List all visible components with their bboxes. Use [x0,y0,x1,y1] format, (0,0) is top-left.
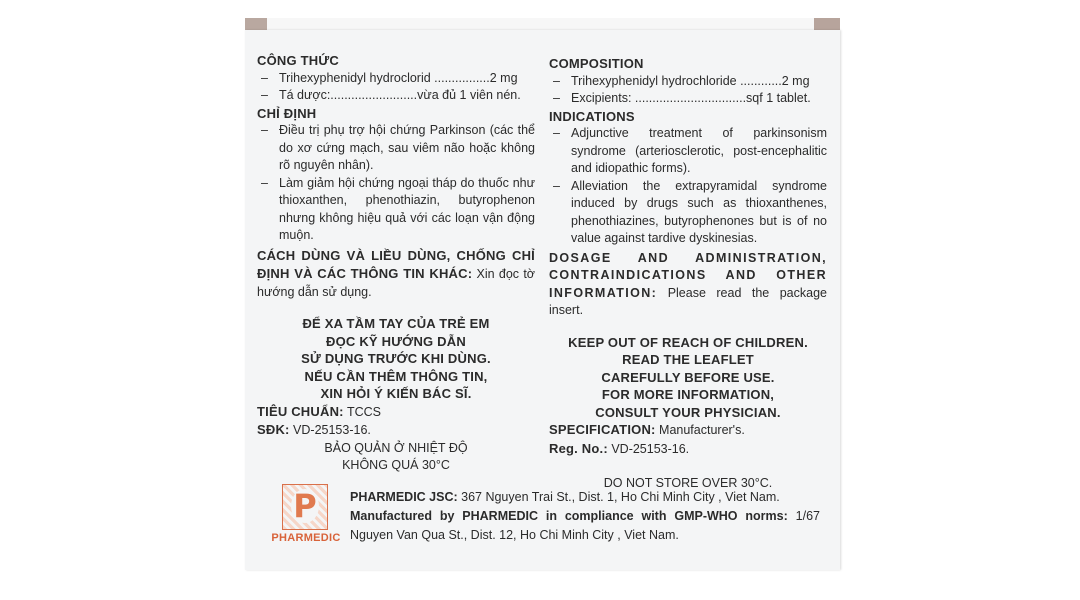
warning-line: KEEP OUT OF REACH OF CHILDREN. [568,334,808,350]
composition-item-en: – Excipients: ................................sqf 1 tablet. [553,91,811,105]
dosage-text-vi: Xin đọc tờ hướng dẫn sử dụng. [257,267,535,299]
storage-en: DO NOT STORE OVER 30°C. [603,476,773,490]
composition-item-vi: – Trihexyphenidyl hydroclorid ................2 mg [261,70,518,85]
specification-value: TCCS [343,404,381,419]
indication-item-vi: – Làm giảm hội chứng ngoại tháp do thuốc như thioxanthen, phenothiazin, butyrophenon nhưng không hiệu quả với các loạn vận động muộn. [261,175,535,242]
warning-line: CONSULT YOUR PHYSICIAN. [595,404,781,420]
indication-heading-vi: CHỈ ĐỊNH [257,105,317,121]
english-column [549,55,827,493]
warning-line: NẾU CẦN THÊM THÔNG TIN, [304,368,488,384]
logo-p-mark: P [291,489,319,523]
dosage-paragraph-vi [257,247,535,302]
registration-vi [257,421,535,440]
composition-item-vi: – Tá dược:.........................vừa đủ 1 viên nén. [261,88,521,102]
registration-value: VD-25153-16. [289,423,371,437]
specification-en [549,421,827,440]
composition-item-en: – Trihexyphenidyl hydrochloride ............2 mg [553,73,810,88]
manufactured-address: 1/67 Nguyen Van Qua St., Dist. 12, Ho Chi Minh City , Viet Nam. [350,509,820,542]
indication-heading-en: INDICATIONS [549,108,635,124]
specification-value: Manufacturer's. [655,423,745,437]
indication-text: Điều trị phụ trợ hội chứng Parkinson (các thể do xơ cứng mạch, sau viêm não hoặc không rõ nguyên nhân). [279,123,535,172]
storage-line: KHÔNG QUÁ 30°C [342,458,450,472]
indication-text: Làm giảm hội chứng ngoại tháp do thuốc như thioxanthen, phenothiazin, butyrophenon nhưng không hiệu quả với các loạn vận động muộn. [279,175,535,242]
registration-value: VD-25153-16. [607,441,690,456]
company-name: PHARMEDIC JSC: [350,490,458,504]
warning-line: SỬ DỤNG TRƯỚC KHI DÙNG. [301,351,491,366]
manufacturer-info [350,488,820,545]
composition-text: Excipients: ................................sqf 1 tablet. [571,91,811,105]
indication-item-en: – Alleviation the extrapyramidal syndrome induced by drugs such as thioxanthenes, phenothiazines, butyrophenones but is of no value against tardive dyskinesias. [553,178,827,245]
storage-line: BẢO QUẢN Ở NHIỆT ĐỘ [324,440,468,455]
warning-line: CAREFULLY BEFORE USE. [601,369,775,385]
indication-item-vi: – Điều trị phụ trợ hội chứng Parkinson (các thể do xơ cứng mạch, sau viêm não hoặc không rõ nguyên nhân). [261,123,535,172]
registration-label: SĐK: [257,422,290,437]
specification-label: SPECIFICATION: [549,422,656,437]
warning-line: ĐỂ XA TẦM TAY CỦA TRẺ EM [302,316,490,331]
logo-text: PHARMEDIC [271,532,341,544]
composition-text: Tá dược:.........................vừa đủ 1 viên nén. [279,88,521,102]
warning-line: XIN HỎI Ý KIẾN BÁC SĨ. [320,386,472,401]
indication-text: Alleviation the extrapyramidal syndrome induced by drugs such as thioxanthenes, phenothiazines, butyrophenones but is of no value against tardive dyskinesias. [571,178,827,245]
warning-line: FOR MORE INFORMATION, [601,387,775,402]
pharmedic-logo-icon [282,484,328,530]
company-line [350,488,820,507]
dosage-heading-en: DOSAGE AND ADMINISTRATION, CONTRAINDICATIONS AND OTHER INFORMATION: [549,250,827,300]
company-address: 367 Nguyen Trai St., Dist. 1, Ho Chi Minh City , Viet Nam. [457,490,780,504]
warning-line: READ THE LEAFLET [622,352,754,367]
registration-label: Reg. No.: [549,440,608,456]
dosage-text-en: Please read the package insert. [549,285,827,317]
vietnamese-column [257,52,535,475]
specification-vi [257,403,535,422]
warning-line: ĐỌC KỸ HƯỚNG DẪN [326,333,466,349]
warning-block-en [549,334,827,422]
composition-heading-vi: CÔNG THỨC [257,53,339,68]
dosage-paragraph-en [549,250,827,320]
manufactured-line [350,507,820,545]
dosage-heading-vi: CÁCH DÙNG VÀ LIỀU DÙNG, CHỐNG CHỈ ĐỊNH VÀ CÁC THÔNG TIN KHÁC: [257,247,535,281]
composition-text: Trihexyphenidyl hydroclorid ................2 mg [279,70,518,85]
indication-item-en: – Adjunctive treatment of parkinsonism syndrome (arteriosclerotic, post-encephalitic and idiopathic forms). [553,126,827,175]
registration-en [549,440,827,459]
warning-block-vi [257,315,535,403]
storage-vi [257,440,535,475]
specification-label: TIÊU CHUẨN: [257,403,344,419]
composition-heading-en: COMPOSITION [549,56,644,71]
indication-text: Adjunctive treatment of parkinsonism syndrome (arteriosclerotic, post-encephalitic and idiopathic forms). [571,126,827,175]
composition-text: Trihexyphenidyl hydrochloride ............2 mg [571,73,810,88]
manufactured-label: Manufactured by PHARMEDIC in compliance with GMP-WHO norms: [350,509,788,523]
